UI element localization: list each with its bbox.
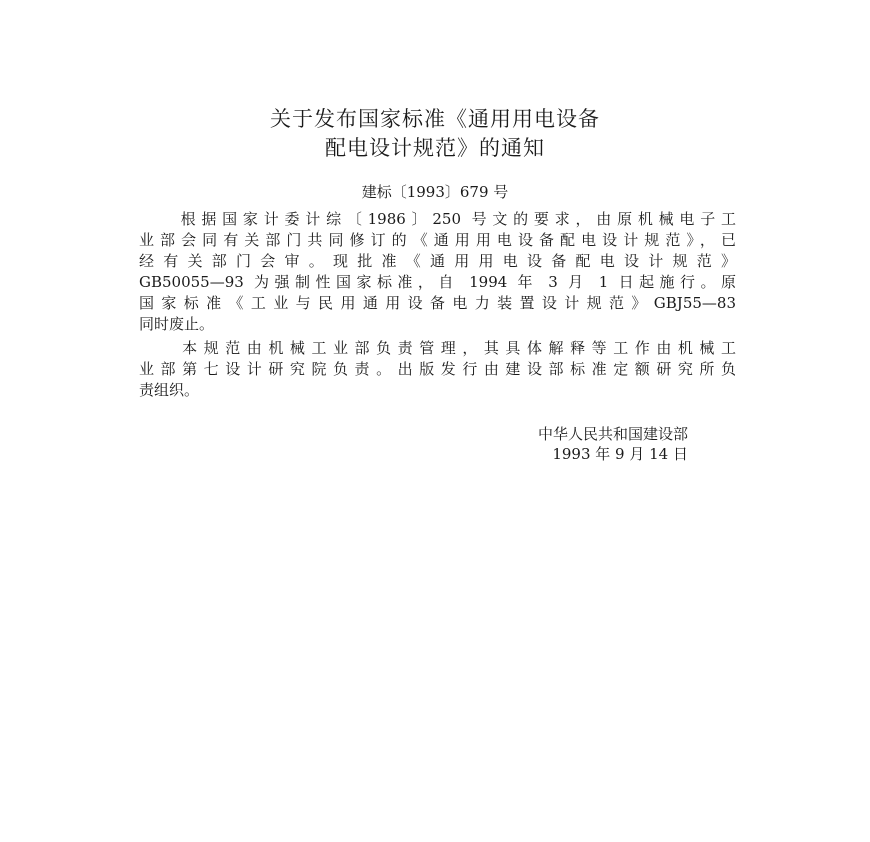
paragraph-1-line-4: GB50055—93 为强制性国家标准，自 1994 年 3 月 1 日起施行。原 [139, 273, 736, 291]
paragraph-1-line-5: 国家标准《工业与民用通用设备电力装置设计规范》GBJ55—83 [139, 294, 736, 312]
paragraph-1-line-1: 根据国家计委计综〔1986〕250 号文的要求，由原机械电子工 [139, 210, 736, 228]
paragraph-2-line-2: 业部第七设计研究院负责。出版发行由建设部标准定额研究所负 [139, 360, 736, 378]
paragraph-1-line-2: 业部会同有关部门共同修订的《通用用电设备配电设计规范》，已 [139, 231, 736, 249]
paragraph-1-line-3: 经有关部门会审。现批准《通用用电设备配电设计规范》 [139, 252, 736, 270]
issuing-authority: 中华人民共和国建设部 [537, 425, 688, 443]
notice-title-line-1: 关于发布国家标准《通用用电设备 [270, 107, 600, 131]
issue-date: 1993 年 9 月 14 日 [552, 445, 688, 463]
document-number: 建标〔1993〕679 号 [361, 183, 509, 201]
notice-title-line-2: 配电设计规范》的通知 [325, 136, 545, 160]
paragraph-1-line-6: 同时废止。 [139, 315, 215, 333]
paragraph-2-line-1: 本规范由机械工业部负责管理，其具体解释等工作由机械工 [139, 339, 736, 357]
paragraph-2-line-3: 责组织。 [139, 381, 200, 399]
